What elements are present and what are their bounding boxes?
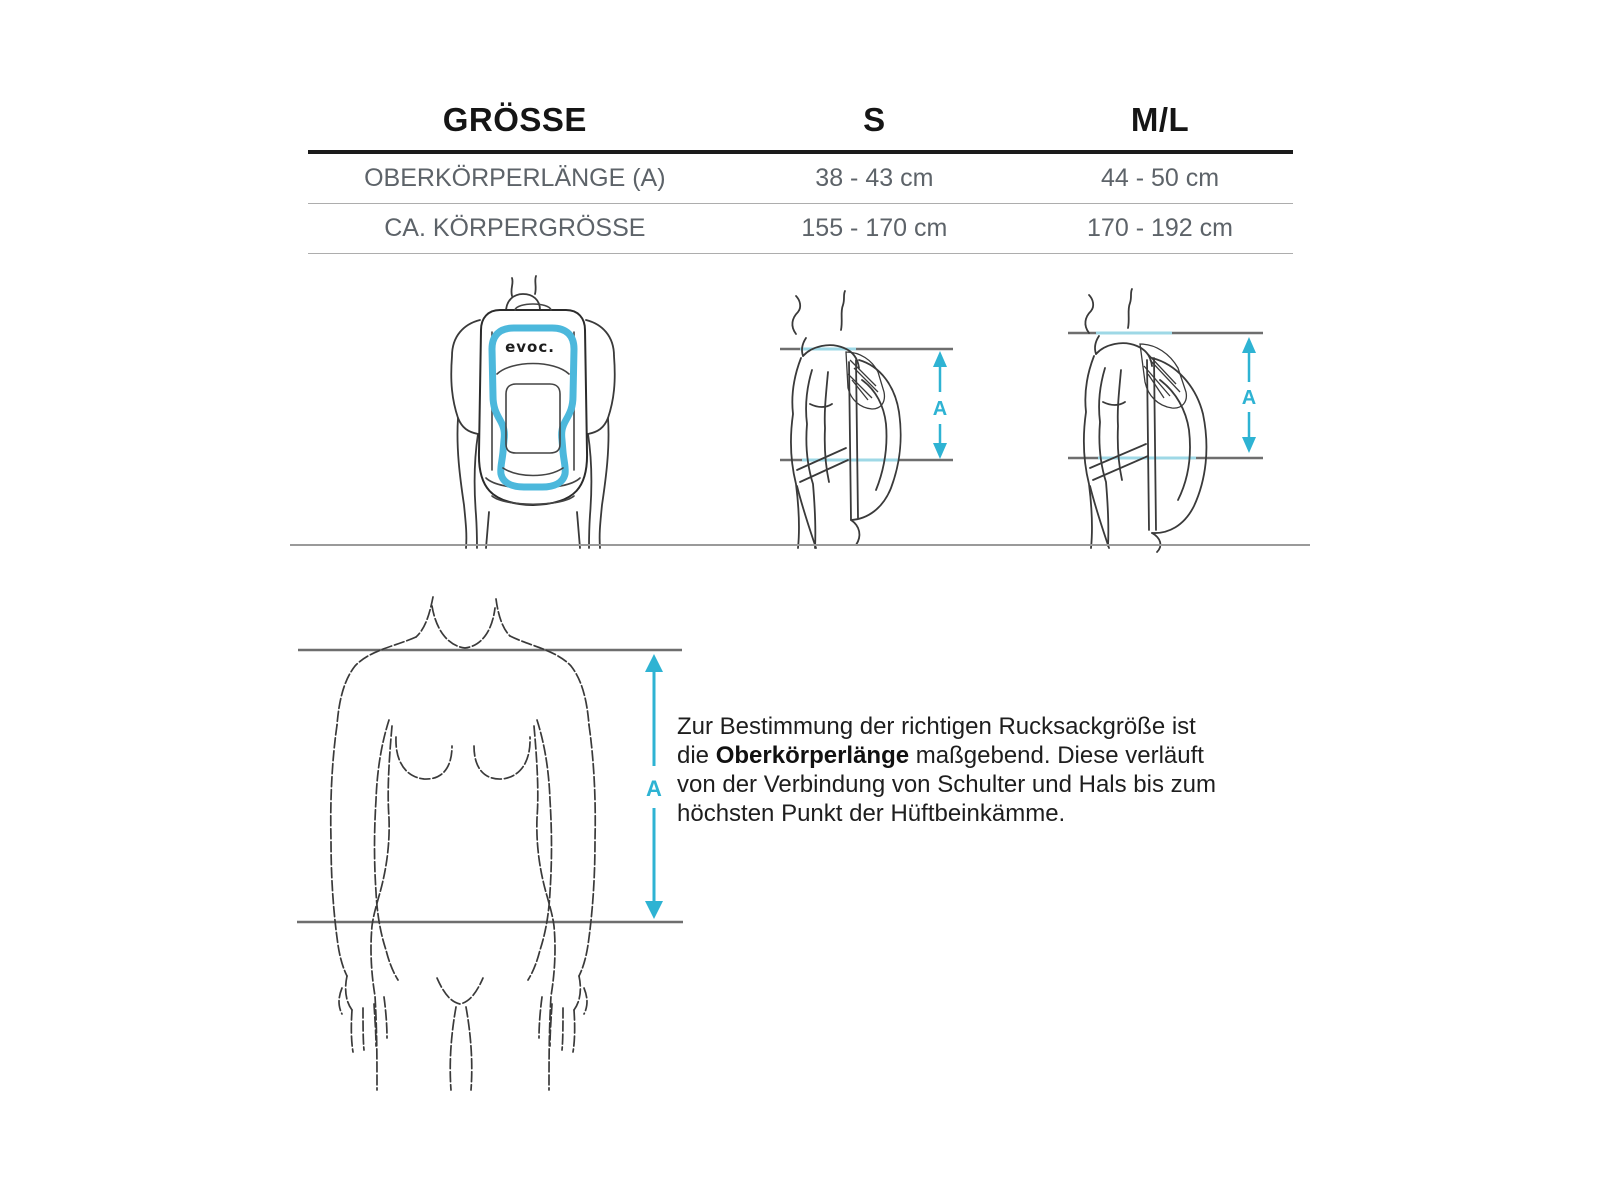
measurement-arrow-torso <box>645 654 663 919</box>
desc-line-2: die Oberkörperlänge maßgebend. Diese verläuft <box>677 742 1204 769</box>
column-header-s: S <box>863 101 886 138</box>
size-table <box>308 90 1293 254</box>
side-view-s-illustration <box>765 293 970 550</box>
cell-value: 155 - 170 cm <box>801 214 948 242</box>
size-table-header <box>308 90 1293 154</box>
table-row-body-height <box>308 204 1293 254</box>
row-label: CA. KÖRPERGRÖSSE <box>384 214 646 242</box>
measure-label-a: A <box>646 776 662 801</box>
evoc-logo: evoc. <box>505 338 555 356</box>
column-header-ml: M/L <box>1130 101 1190 138</box>
cell-value: 170 - 192 cm <box>1087 214 1233 242</box>
size-description-text <box>677 712 1297 828</box>
side-view-ml-illustration <box>1040 288 1275 550</box>
desc-line-1: Zur Bestimmung der richtigen Rucksackgröße ist <box>677 713 1196 740</box>
measure-label-a: A <box>1241 387 1257 409</box>
desc-line-3: von der Verbindung von Schulter und Hals bis zum <box>677 771 1216 798</box>
row-label: OBERKÖRPERLÄNGE (A) <box>364 164 666 192</box>
cell-value: 44 - 50 cm <box>1100 164 1220 192</box>
measure-label-a: A <box>932 398 948 420</box>
measurement-arrow-ml <box>1242 337 1256 453</box>
backpack-front-view-illustration <box>435 293 630 550</box>
section-divider <box>290 544 1310 546</box>
table-row-torso-length <box>308 154 1293 204</box>
person-side-outline <box>1084 289 1207 552</box>
desc-line-4: höchsten Punkt der Hüftbeinkämme. <box>677 800 1066 827</box>
female-torso-outline <box>331 597 596 1090</box>
person-side-outline <box>791 291 901 548</box>
measurement-arrow-s <box>933 351 947 459</box>
column-header-groesse: GRÖSSE <box>442 101 587 138</box>
cell-value: 38 - 43 cm <box>815 164 934 192</box>
torso-measurement-illustration <box>285 580 705 1140</box>
